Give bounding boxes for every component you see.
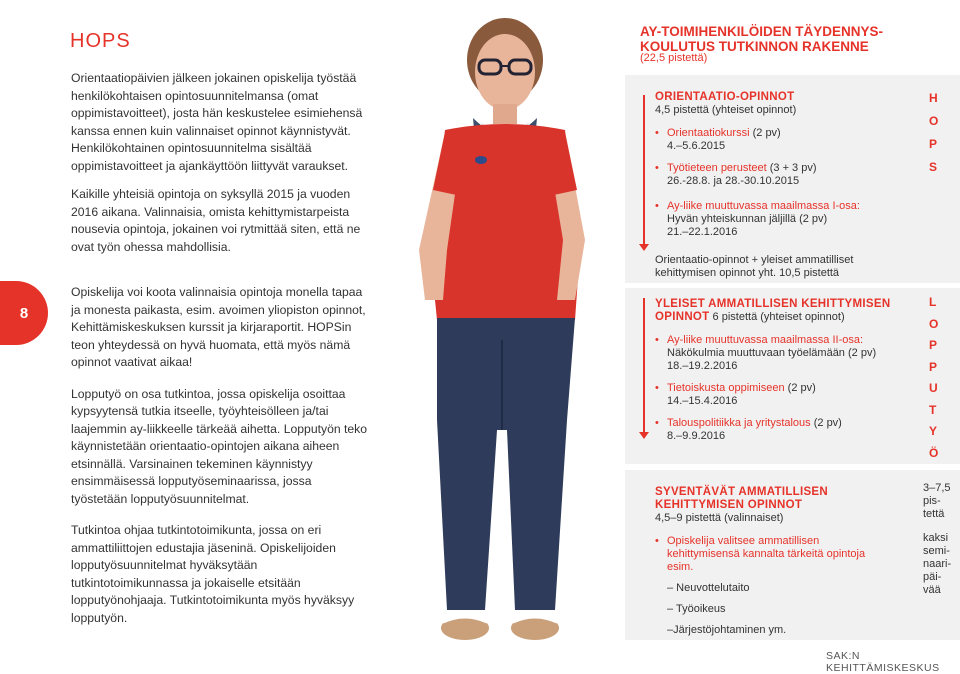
arrow-down-icon bbox=[643, 298, 645, 433]
structure-title bbox=[640, 24, 883, 54]
advanced-section bbox=[655, 486, 915, 637]
item-date: 4.–5.6.2015 bbox=[667, 140, 726, 152]
page-title: HOPS bbox=[70, 30, 131, 52]
paragraph: Kaikille yhteisiä opintoja on syksyllä 2015 ja vuoden 2016 aikana. Valinnaisia, omista kehittymistarpeista nousevia opintoja, jokainen voi rytmittää siten, että ne ovat työn ohessa mahdollisia. bbox=[71, 187, 361, 254]
page-number: 8 bbox=[19, 304, 29, 322]
general-section: YLEISET AMMATILLISEN KEHITTYMISEN OPINNOT 6 pistettä (yhteiset opinnot) • Ay-liike muuttuvassa maailmassa II-osa: Näkökulmia muuttuvaan työelämään (2 pv) 18.–19.2.2016 • Tietoiskusta oppimiseen (2 pv) 14.–15.4.2016 • Talouspolitiikka ja yritystalous (2 pv) 8.–9.9.2016 bbox=[655, 298, 915, 443]
structure-title-line-1: AY-TOIMIHENKILÖIDEN TÄYDENNYS- bbox=[640, 24, 884, 39]
hops-letters: H O P S bbox=[929, 91, 939, 174]
body-text-2 bbox=[71, 284, 371, 638]
orientation-total: Orientaatio-opinnot + yleiset ammatilliset kehittymisen opinnot yht. 10,5 pistettä bbox=[655, 254, 854, 279]
list-item: • Opiskelija valitsee ammatillisen kehittymisensä kannalta tärkeitä opintoja esim. bbox=[655, 535, 866, 573]
list-item: • Ay-liike muuttuvassa maailmassa I-osa: Hyvän yhteiskunnan jäljillä (2 pv) 21.–22.1.2016 bbox=[655, 200, 915, 239]
footer-label: SAK:N KEHITTÄMISKESKUS bbox=[826, 650, 940, 674]
list-item: • Työtieteen perusteet (3 + 3 pv) 26.-28.8. ja 28.-30.10.2015 bbox=[655, 162, 915, 188]
general-box bbox=[625, 288, 960, 464]
general-heading: YLEISET AMMATILLISEN KEHITTYMISEN bbox=[655, 298, 891, 310]
paragraph: Orientaatiopäivien jälkeen jokainen opiskelija työstää henkilökohtaisen opintosuunnitelmansa (omat oppimistavoitteet), josta hän keskustelee esimiehensä kanssa ennen kuin valinnaiset opinnot käynnistyvät. Henkilökohtainen opintosuunnitelma sisältää oppimistavoitteet ja ajankäyttöön liittyvät varaukset. bbox=[71, 71, 363, 173]
body-text bbox=[71, 70, 371, 267]
list-item: • Talouspolitiikka ja yritystalous (2 pv) 8.–9.9.2016 bbox=[655, 417, 915, 443]
lopputyo-letters: L O P P U T Y Ö bbox=[929, 295, 939, 460]
orientation-box bbox=[625, 75, 960, 283]
paragraph: Opiskelija voi koota valinnaisia opintoja monella tapaa ja monesta paikasta, esim. avoimen yliopiston opinnot, Kehittämiskeskuksen kurssit ja kirjaraportit. HOPSin teon yhteydessä on hyvä huomata, että myös nämä opinnot vaativat aikaa! bbox=[71, 285, 366, 369]
item-date: 18.–19.2.2016 bbox=[667, 360, 738, 372]
page-number-tab bbox=[0, 281, 48, 345]
paragraph: Tutkintoa ohjaa tutkintotoimikunta, jossa on eri ammattiliittojen edustajia jäseninä. Opiskelijoiden lopputyösuunnitelmat hyväksytään tutkintotoimikunnassa ja jokaiselle etsitään lopputyönohjaaja. Tutkintotoimikunta myös hyväksyy lopputyön. bbox=[71, 523, 355, 625]
item-detail: Näkökulmia muuttuvaan työelämään (2 pv) bbox=[667, 347, 877, 359]
item-date: 8.–9.9.2016 bbox=[667, 430, 726, 442]
orientation-section bbox=[655, 91, 915, 280]
list-item: • Tietoiskusta oppimiseen (2 pv) 14.–15.4.2016 bbox=[655, 382, 915, 408]
list-item: – Työoikeus bbox=[667, 603, 726, 615]
structure-title-line-2: KOULUTUS TUTKINNON RAKENNE bbox=[640, 39, 869, 54]
advanced-points: 4,5–9 pistettä (valinnaiset) bbox=[655, 512, 784, 524]
list-item: –Järjestöjohtaminen ym. bbox=[667, 624, 787, 636]
advanced-heading: SYVENTÄVÄT AMMATILLISEN bbox=[655, 486, 829, 498]
portrait-photo bbox=[385, 0, 620, 665]
orientation-points: 4,5 pistettä (yhteiset opinnot) bbox=[655, 104, 797, 116]
points-note: 3–7,5 pis- tettä bbox=[923, 482, 951, 520]
paragraph: Lopputyö on osa tutkintoa, jossa opiskelija osoittaa kypsyytensä tutkia itseelle, työyhteisölleen ja/tai laajemmin ay-liikkeelle tärkeää aihetta. Lopputyön teko käynnistetään orientaatio-opintojen aikana aiheen etsinnällä. Varsinainen tekeminen käynnistyy ensimmäisessä lopputyöseminaarissa, jossa työstetään lopputyösuunnitelmat. bbox=[71, 386, 368, 506]
item-detail: Hyvän yhteiskunnan jäljillä (2 pv) bbox=[667, 213, 828, 225]
general-points: 6 pistettä (yhteiset opinnot) bbox=[709, 311, 845, 323]
list-item: – Neuvottelutaito bbox=[667, 582, 750, 594]
advanced-box bbox=[625, 470, 960, 640]
structure-subtitle: (22,5 pistettä) bbox=[640, 52, 708, 64]
seminar-note: kaksi semi- naari- päi- vää bbox=[923, 532, 952, 596]
advanced-heading-2: KEHITTYMISEN OPINNOT bbox=[655, 499, 803, 511]
list-item: • Orientaatiokurssi (2 pv) 4.–5.6.2015 bbox=[655, 127, 915, 153]
orientation-heading: ORIENTAATIO-OPINNOT bbox=[655, 91, 795, 103]
item-date: 26.-28.8. ja 28.-30.10.2015 bbox=[667, 175, 800, 187]
arrow-down-icon bbox=[643, 95, 645, 245]
item-date: 14.–15.4.2016 bbox=[667, 395, 738, 407]
item-date: 21.–22.1.2016 bbox=[667, 226, 738, 238]
list-item: • Ay-liike muuttuvassa maailmassa II-osa: Näkökulmia muuttuvaan työelämään (2 pv) 18.–19.2.2016 bbox=[655, 334, 915, 373]
